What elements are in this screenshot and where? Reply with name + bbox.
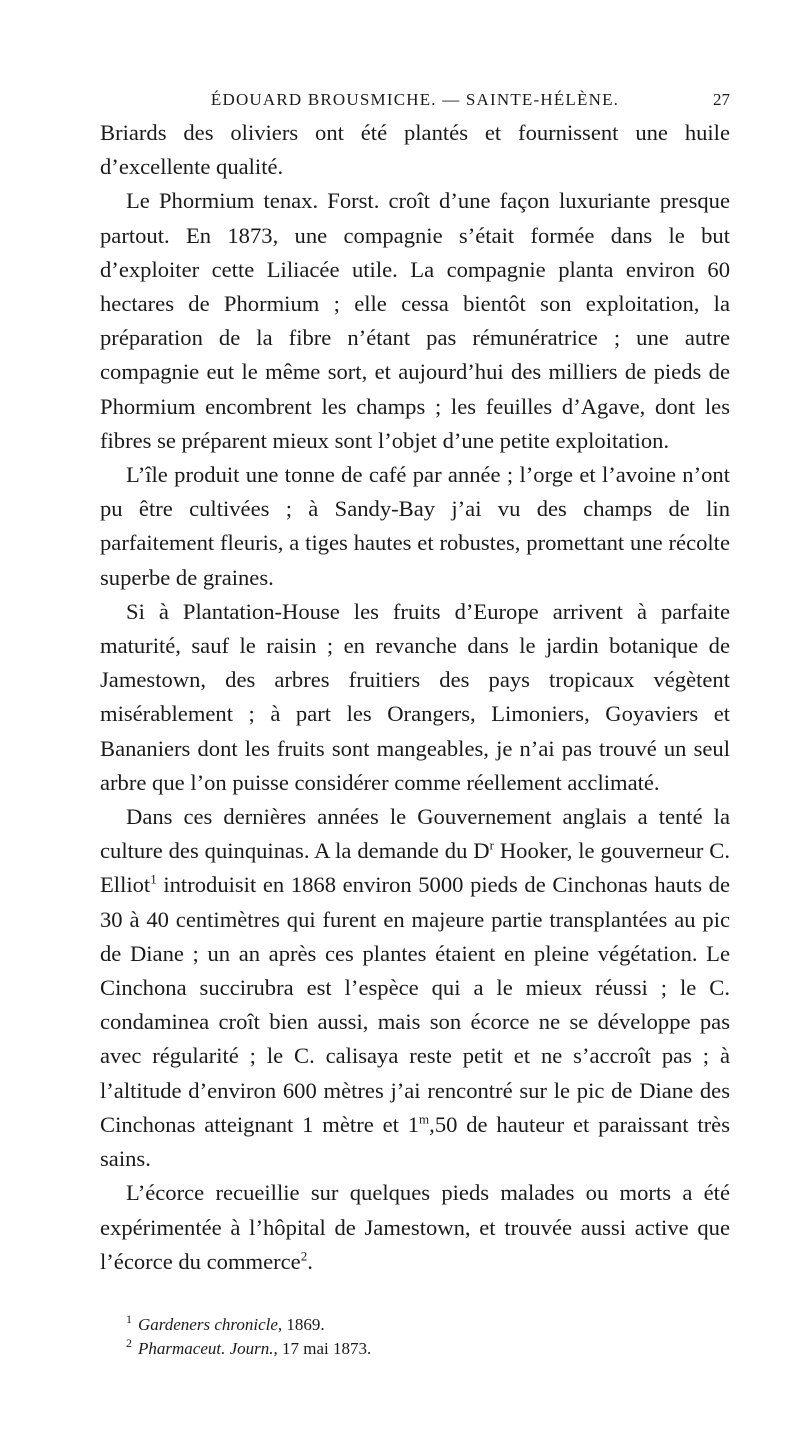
paragraph-phormium: Le Phormium tenax. Forst. croît d’une façon luxuriante presque partout. En 1873, une compagnie s’était formée dans le but d’exploiter cette Liliacée utile. La compagnie planta environ 60 hectares de Phormium ; elle cessa bientôt son exploitation, la préparation de la fibre n’étant pas rémunératrice ; une autre compagnie eut le même sort, et aujourd’hui des milliers de pieds de Phormium encombrent les champs ; les feuilles d’Agave, dont les fibres se préparent mieux sont l’objet d’une petite exploitation. — [100, 188, 730, 453]
paragraph-fruits: Si à Plantation-House les fruits d’Europe arrivent à parfaite maturité, sauf le raisin ; en revanche dans le jardin botanique de Jamestown, des arbres fruitiers des pays tropicaux végètent misérablement ; à part les Orangers, Limoniers, Goyaviers et Bananiers dont les fruits sont mangeables, je n’ai pas trouvé un seul arbre que l’on puisse considérer comme réellement acclimaté. — [100, 598, 730, 795]
footnote-2: $^2$ Pharmaceut. Journ., 17 mai 1873. — [126, 1336, 372, 1358]
footnote-ref-1: 1 — [150, 871, 157, 887]
footnote-2-source: Pharmaceut. Journ., — [138, 1338, 278, 1358]
footnote-1: $^1$ Gardeners chronicle, 1869. — [126, 1312, 325, 1334]
footnote-1-source: Gardeners chronicle, — [138, 1314, 283, 1334]
body-text — [100, 116, 730, 1279]
running-title: ÉDOUARD BROUSMICHE. — SAINTE-HÉLÈNE. — [210, 90, 620, 109]
book-page — [100, 90, 730, 1361]
page-number: 27 — [713, 90, 730, 109]
superscript-m: m — [419, 1111, 430, 1127]
paragraph-quinquinas: Dans ces dernières années le Gouvernement anglais a tenté la culture des quinquinas. A la demande du $D^r$ Hooker, le gouverneur C. Elliot$^1$ introduisit en 1868 environ 5000 pieds de Cinchonas hauts de 30 à 40 centimètres qui furent en majeure partie transplantées au pic de Diane ; un an après ces plantes étaient en pleine végétation. Le Cinchona succirubra est l’espèce qui a le mieux réussi ; le C. condaminea croît bien aussi, mais son écorce ne se développe pas avec régularité ; le C. calisaya reste petit et ne s’accroît pas ; à l’altitude d’environ 600 mètres j’ai rencontré sur le pic de Diane des Cinchonas atteignant 1 mètre et 1$^m$,50 de hauteur et paraissant très sains. — [100, 804, 730, 1172]
superscript-r: r — [489, 837, 494, 853]
footnote-ref-2: 2 — [300, 1248, 308, 1264]
footnotes — [100, 1313, 730, 1361]
paragraph-ecorce: L’écorce recueillie sur quelques pieds malades ou morts a été expérimentée à l’hôpital de Jamestown, et trouvée aussi active que l’écorce du commerce$^2$. — [100, 1180, 730, 1274]
paragraph-cafe: L’île produit une tonne de café par année ; l’orge et l’avoine n’ont pu être cultivées ; à Sandy-Bay j’ai vu des champs de lin parfaitement fleuris, a tiges hautes et robustes, promettant une récolte superbe de graines. — [100, 462, 730, 590]
paragraph-continuation: Briards des oliviers ont été plantés et fournissent une huile d’excellente qualité. — [100, 120, 730, 180]
running-head — [100, 90, 730, 116]
